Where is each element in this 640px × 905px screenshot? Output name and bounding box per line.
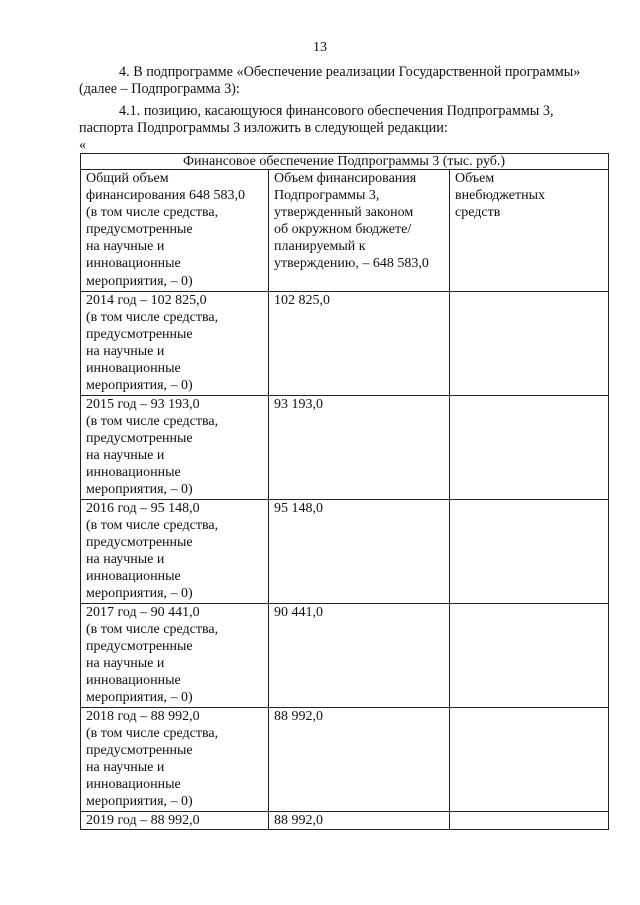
table-row-year [81,708,609,812]
cell-line: 88 992,0 [274,813,323,828]
paragraph-position-change [79,103,607,137]
year-value-cell [269,604,450,708]
cell-line: средств [455,205,501,221]
year-value-cell [269,500,450,604]
paragraph-line: (далее – Подпрограмма 3): [79,81,240,97]
cell-line: мероприятия, – 0) [86,690,193,706]
total-financing-cell [81,170,269,292]
table-row-total [81,170,609,292]
year-label-cell [81,500,269,604]
cell-line: 2014 год – 102 825,0 [86,293,207,308]
year-value-cell [269,812,450,830]
cell-line: предусмотренные [86,639,193,655]
year-label-cell [81,396,269,500]
cell-line: инновационные [86,569,181,585]
cell-line: утверждению, – 648 583,0 [274,256,429,272]
financing-table [80,153,609,830]
cell-line: об окружном бюджете/ [274,222,412,238]
cell-line: 102 825,0 [274,293,330,308]
cell-line: на научные и [86,656,165,672]
cell-line: предусмотренные [86,327,193,343]
extrabudgetary-cell [450,170,609,292]
cell-line: мероприятия, – 0) [86,794,193,810]
cell-line: (в том числе средства, [86,414,219,430]
cell-line: (в том числе средства, [86,518,219,534]
opening-quote-mark: « [79,137,87,153]
table-row-year [81,292,609,396]
table-row-year [81,396,609,500]
cell-line: мероприятия, – 0) [86,273,193,289]
cell-line: 93 193,0 [274,397,323,412]
year-label-cell [81,292,269,396]
cell-line: предусмотренные [86,743,193,759]
cell-line: мероприятия, – 0) [86,586,193,602]
cell-line: на научные и [86,552,165,568]
paragraph-line: 4. В подпрограмме «Обеспечение реализации Государственной программы» [119,64,581,80]
cell-line: 90 441,0 [274,605,323,620]
cell-line: Объем [455,171,495,186]
cell-line: 2019 год – 88 992,0 [86,813,200,828]
page-number: 13 [313,40,327,55]
cell-line: планируемый к [274,239,366,255]
cell-line: 95 148,0 [274,501,323,516]
year-extrabudgetary-cell [450,500,609,604]
cell-line: Общий объем [86,171,169,186]
cell-line: инновационные [86,465,181,481]
cell-line: на научные и [86,760,165,776]
paragraph-subprogram-intro [79,64,607,98]
year-value-cell [269,708,450,812]
year-label-cell [81,708,269,812]
table-row-year [81,812,609,830]
cell-line: утвержденный законом [274,205,414,221]
cell-line: инновационные [86,673,181,689]
cell-line: Объем финансирования [274,171,417,186]
cell-line: на научные и [86,344,165,360]
cell-line: Подпрограммы 3, [274,188,380,204]
budget-financing-cell [269,170,450,292]
cell-line: (в том числе средства, [86,622,219,638]
cell-line: 88 992,0 [274,709,323,724]
cell-line: внебюджетных [455,188,546,204]
year-value-cell [269,292,450,396]
cell-line: 2015 год – 93 193,0 [86,397,200,412]
cell-line: мероприятия, – 0) [86,378,193,394]
year-extrabudgetary-cell [450,292,609,396]
cell-line: инновационные [86,256,181,272]
year-extrabudgetary-cell [450,812,609,830]
paragraph-line: 4.1. позицию, касающуюся финансового обеспечения Подпрограммы 3, [119,103,554,119]
year-extrabudgetary-cell [450,604,609,708]
year-value-cell [269,396,450,500]
cell-line: 2016 год – 95 148,0 [86,501,200,516]
cell-line: предусмотренные [86,222,193,238]
cell-line: (в том числе средства, [86,205,219,221]
year-extrabudgetary-cell [450,396,609,500]
year-label-cell [81,604,269,708]
year-label-cell [81,812,269,830]
cell-line: инновационные [86,361,181,377]
cell-line: (в том числе средства, [86,310,219,326]
table-header: Финансовое обеспечение Подпрограммы 3 (тыс. руб.) [81,154,609,170]
cell-line: предусмотренные [86,535,193,551]
cell-line: 2017 год – 90 441,0 [86,605,200,620]
table-row-year [81,500,609,604]
cell-line: финансирования 648 583,0 [86,188,246,204]
year-extrabudgetary-cell [450,708,609,812]
cell-line: (в том числе средства, [86,726,219,742]
cell-line: на научные и [86,239,165,255]
cell-line: предусмотренные [86,431,193,447]
cell-line: 2018 год – 88 992,0 [86,709,200,724]
cell-line: инновационные [86,777,181,793]
cell-line: мероприятия, – 0) [86,482,193,498]
cell-line: на научные и [86,448,165,464]
paragraph-line: паспорта Подпрограммы 3 изложить в следующей редакции: [79,120,448,136]
table-row-year [81,604,609,708]
